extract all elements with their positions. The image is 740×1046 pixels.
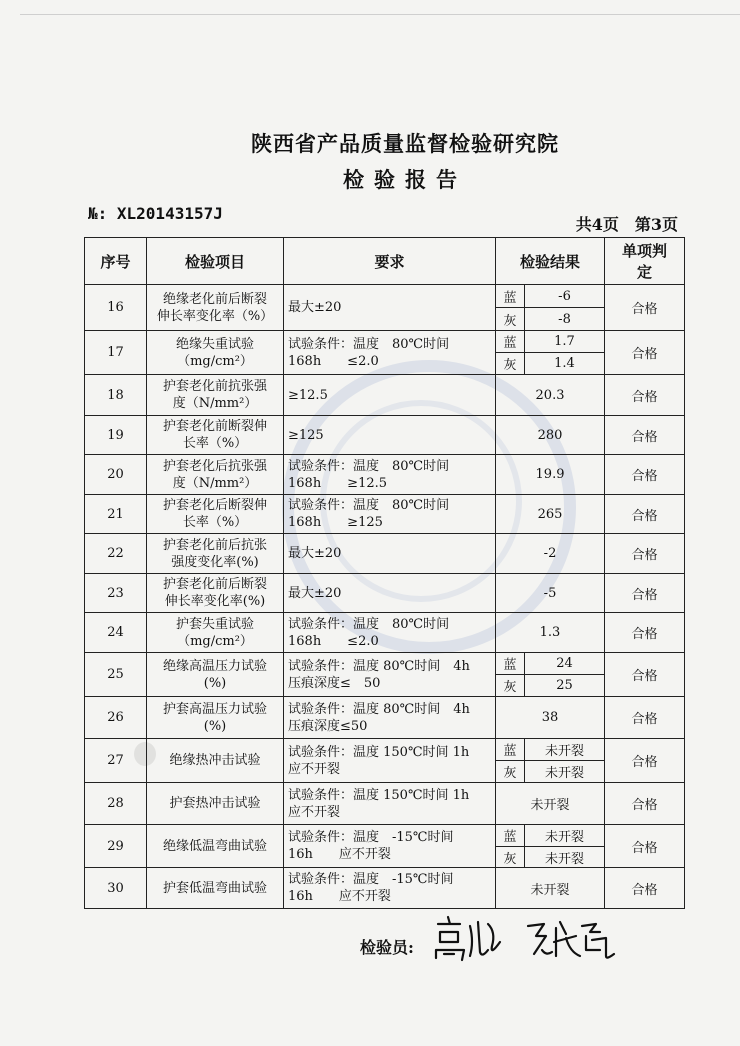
row-number: 27 — [85, 739, 147, 783]
row-number: 17 — [85, 331, 147, 375]
requirement-line1: 试验条件：温度 -15℃时间 — [288, 872, 454, 887]
requirement — [284, 455, 496, 495]
requirement — [284, 375, 496, 416]
test-item-line1: 护套老化前后抗张 — [162, 537, 267, 553]
sample-color-label: 灰 — [496, 847, 525, 868]
test-item-line1: 护套老化后断裂伸 — [162, 498, 267, 513]
row-number: 29 — [85, 825, 147, 868]
table-body — [85, 285, 685, 909]
test-result: 19.9 — [496, 455, 605, 495]
verdict: 合格 — [605, 331, 685, 375]
test-item — [147, 495, 284, 534]
row-number: 20 — [85, 455, 147, 495]
verdict: 合格 — [605, 375, 685, 416]
requirement — [284, 653, 496, 697]
header-verdict-line1: 单项判 — [622, 242, 668, 260]
test-item-line1: 护套高温压力试验 — [162, 701, 267, 717]
requirement-line1: ≥12.5 — [288, 387, 328, 403]
test-result: 1.3 — [496, 613, 605, 653]
report-title: 检验报告 — [343, 167, 467, 192]
sample-result: 未开裂 — [525, 739, 605, 761]
requirement — [284, 285, 496, 331]
test-item — [147, 613, 284, 653]
sample-result: 未开裂 — [525, 847, 605, 868]
row-number: 28 — [85, 783, 147, 825]
requirement-line2: 应不开裂 — [288, 804, 341, 820]
test-item-line1: 护套老化前抗张强 — [162, 379, 267, 394]
requirement-line1: ≥125 — [288, 427, 324, 443]
test-result: 280 — [496, 416, 605, 455]
verdict: 合格 — [605, 534, 685, 574]
test-item-line2: 长率（%） — [182, 515, 248, 530]
verdict: 合格 — [605, 697, 685, 739]
inspector-label: 检验员: — [360, 938, 414, 957]
sample-color-label: 灰 — [496, 761, 525, 783]
test-result: -2 — [496, 534, 605, 574]
sample-color-label: 蓝 — [496, 331, 525, 353]
requirement — [284, 574, 496, 613]
requirement-line1: 试验条件：温度 80℃时间 4h — [288, 658, 470, 674]
test-item — [147, 739, 284, 783]
requirement — [284, 739, 496, 783]
verdict: 合格 — [605, 653, 685, 697]
sample-color-label: 灰 — [496, 675, 525, 697]
sample-color-label: 灰 — [496, 308, 525, 331]
table-row — [85, 739, 685, 761]
sample-result: -8 — [525, 308, 605, 331]
verdict: 合格 — [605, 455, 685, 495]
row-number: 16 — [85, 285, 147, 331]
test-item-line1: 绝缘老化前后断裂 — [162, 291, 267, 307]
test-item — [147, 574, 284, 613]
organization-title: 陕西省产品质量监督检验研究院 — [251, 131, 559, 156]
table-row — [85, 285, 685, 308]
table-row — [85, 574, 685, 613]
requirement — [284, 825, 496, 868]
sample-result: -6 — [525, 285, 605, 308]
requirement — [284, 416, 496, 455]
test-item-line1: 绝缘高温压力试验 — [162, 658, 267, 674]
sample-color-label: 蓝 — [496, 739, 525, 761]
inspection-table — [84, 237, 685, 909]
test-item-line2: （mg/cm²） — [177, 353, 253, 369]
header-no: 序号 — [85, 238, 147, 285]
sample-color-label: 蓝 — [496, 825, 525, 847]
test-result: 265 — [496, 495, 605, 534]
requirement — [284, 331, 496, 375]
row-number: 22 — [85, 534, 147, 574]
requirement-line1: 试验条件：温度 80℃时间 4h — [288, 701, 470, 717]
requirement-line1: 试验条件：温度 80℃时间 — [288, 336, 450, 352]
requirement-line1: 试验条件：温度 -15℃时间 — [288, 830, 454, 845]
test-item-line1: 绝缘热冲击试验 — [169, 753, 261, 768]
requirement — [284, 783, 496, 825]
table-row — [85, 697, 685, 739]
header-verdict-line2: 定 — [637, 263, 653, 281]
sample-result: 25 — [525, 675, 605, 697]
test-item-line1: 护套老化前后断裂 — [162, 577, 267, 592]
sample-color-label: 灰 — [496, 353, 525, 375]
requirement-line2: 168h ≥125 — [288, 515, 383, 530]
test-item — [147, 534, 284, 574]
inspector-signature — [430, 912, 620, 962]
scan-edge-line — [20, 14, 740, 15]
test-result: 38 — [496, 697, 605, 739]
verdict: 合格 — [605, 739, 685, 783]
verdict: 合格 — [605, 416, 685, 455]
test-result: 未开裂 — [496, 783, 605, 825]
test-item — [147, 783, 284, 825]
table-row — [85, 375, 685, 416]
requirement — [284, 495, 496, 534]
verdict: 合格 — [605, 574, 685, 613]
table-row — [85, 495, 685, 534]
row-number: 26 — [85, 697, 147, 739]
table-row — [85, 331, 685, 353]
test-item-line1: 绝缘失重试验 — [175, 336, 254, 352]
test-item-line1: 绝缘低温弯曲试验 — [162, 838, 267, 854]
requirement-line1: 试验条件：温度 80℃时间 — [288, 458, 450, 474]
requirement — [284, 613, 496, 653]
test-item — [147, 416, 284, 455]
requirement-line1: 最大±20 — [288, 300, 342, 315]
verdict: 合格 — [605, 868, 685, 909]
table-row — [85, 416, 685, 455]
sample-color-label: 蓝 — [496, 285, 525, 308]
table-row — [85, 825, 685, 847]
row-number: 25 — [85, 653, 147, 697]
sample-result: 1.4 — [525, 353, 605, 375]
requirement — [284, 534, 496, 574]
test-item-line2: 伸长率变化率(%) — [164, 594, 266, 609]
row-number: 30 — [85, 868, 147, 909]
requirement-line2: 应不开裂 — [288, 761, 341, 777]
test-item-line1: 护套老化后抗张强 — [162, 458, 267, 474]
table-row — [85, 455, 685, 495]
sample-result: 未开裂 — [525, 825, 605, 847]
test-result: 20.3 — [496, 375, 605, 416]
test-item-line2: （mg/cm²） — [177, 633, 253, 649]
verdict: 合格 — [605, 825, 685, 868]
table-row — [85, 783, 685, 825]
test-item-line1: 护套低温弯曲试验 — [162, 880, 267, 896]
sample-result: 24 — [525, 653, 605, 675]
test-item — [147, 375, 284, 416]
sample-result: 1.7 — [525, 331, 605, 353]
report-number: №: XL20143157J — [88, 204, 223, 223]
table-row — [85, 653, 685, 675]
header-item: 检验项目 — [147, 238, 284, 285]
requirement-line1: 最大±20 — [288, 585, 342, 601]
requirement-line2: 压痕深度≤50 — [288, 718, 368, 734]
test-item-line1: 护套老化前断裂伸 — [162, 419, 267, 434]
table-row — [85, 868, 685, 909]
requirement-line2: 16h 应不开裂 — [288, 847, 391, 862]
test-item-line2: (%) — [203, 718, 227, 734]
row-number: 24 — [85, 613, 147, 653]
requirement-line1: 试验条件：温度 80℃时间 — [288, 616, 450, 632]
table-row — [85, 613, 685, 653]
test-item-line1: 护套热冲击试验 — [169, 796, 261, 811]
sample-color-label: 蓝 — [496, 653, 525, 675]
page-count: 共4页 第3页 — [575, 215, 678, 234]
sample-result: 未开裂 — [525, 761, 605, 783]
requirement-line2: 168h ≤2.0 — [288, 633, 379, 649]
test-item — [147, 825, 284, 868]
verdict: 合格 — [605, 285, 685, 331]
test-item-line2: 度（N/mm²） — [172, 396, 258, 411]
requirement-line2: 168h ≥12.5 — [288, 475, 388, 491]
test-item-line2: 强度变化率(%) — [171, 554, 259, 570]
test-result: 未开裂 — [496, 868, 605, 909]
test-item — [147, 331, 284, 375]
requirement-line1: 试验条件：温度 150℃时间 1h — [288, 787, 470, 803]
requirement — [284, 868, 496, 909]
test-item — [147, 285, 284, 331]
verdict: 合格 — [605, 495, 685, 534]
table-row — [85, 534, 685, 574]
test-item — [147, 868, 284, 909]
table-header-row — [85, 238, 685, 285]
test-item-line1: 护套失重试验 — [175, 616, 254, 632]
test-item-line2: (%) — [203, 675, 227, 691]
test-item — [147, 697, 284, 739]
requirement-line2: 压痕深度≤ 50 — [288, 675, 381, 691]
header-requirement: 要求 — [284, 238, 496, 285]
test-item — [147, 455, 284, 495]
row-number: 19 — [85, 416, 147, 455]
requirement-line1: 试验条件：温度 150℃时间 1h — [288, 744, 470, 760]
test-item-line2: 伸长率变化率（%） — [156, 308, 274, 324]
test-result: -5 — [496, 574, 605, 613]
test-item — [147, 653, 284, 697]
requirement-line1: 最大±20 — [288, 546, 342, 561]
requirement — [284, 697, 496, 739]
test-item-line2: 度（N/mm²） — [172, 475, 258, 491]
verdict: 合格 — [605, 783, 685, 825]
requirement-line2: 16h 应不开裂 — [288, 889, 391, 904]
requirement-line2: 168h ≤2.0 — [288, 353, 379, 369]
header-verdict — [605, 238, 685, 285]
requirement-line1: 试验条件：温度 80℃时间 — [288, 498, 450, 513]
test-item-line2: 长率（%） — [182, 436, 248, 451]
row-number: 18 — [85, 375, 147, 416]
header-result: 检验结果 — [496, 238, 605, 285]
row-number: 23 — [85, 574, 147, 613]
verdict: 合格 — [605, 613, 685, 653]
row-number: 21 — [85, 495, 147, 534]
